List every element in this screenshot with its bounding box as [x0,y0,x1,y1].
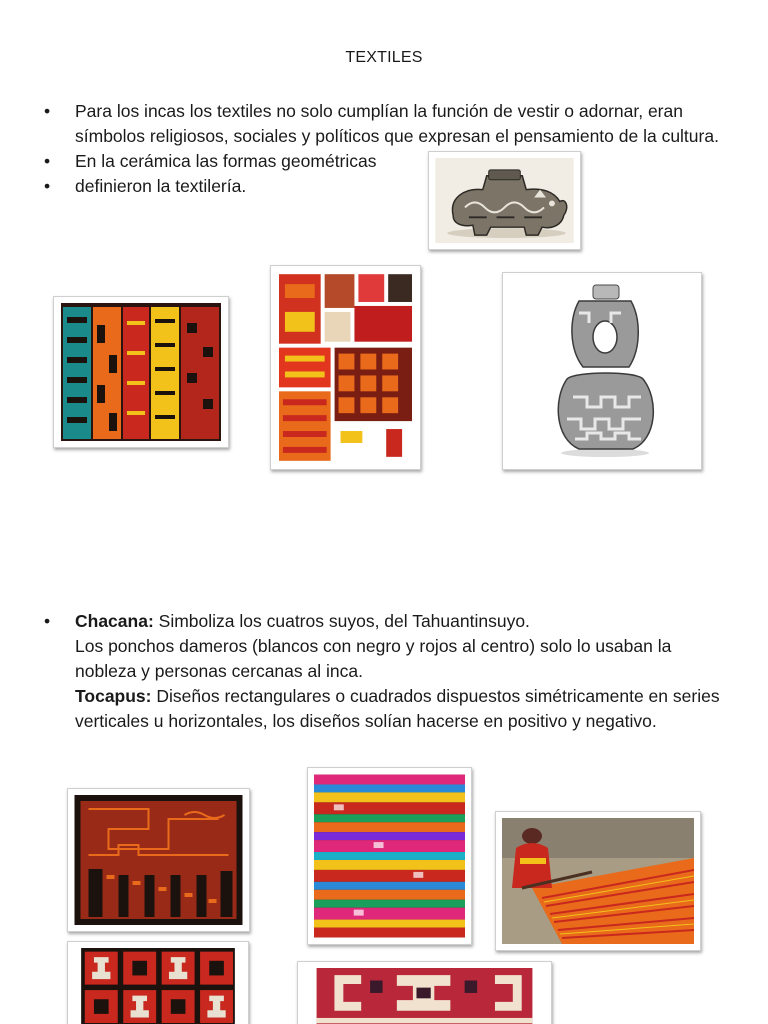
ceramic-vessel-drawing [435,158,574,243]
stacked-blankets-image [307,767,472,945]
bullet-item: • Para los incas los textiles no solo cumplían la función de vestir o adornar, eran símbolos religiosos, sociales y políticos que expresan el pensamiento de la cultura. [44,99,734,149]
geometric-textile-image [297,961,552,1024]
tocapus-line [75,684,734,734]
geometric-textile-drawing [304,968,545,1024]
ceramic-vessel-image [428,151,581,250]
textile-collage-drawing [277,272,414,463]
weaver-loom-drawing [502,818,694,944]
detail-bullet-item [44,609,734,734]
textile-strips-image [53,296,229,448]
red-figures-textile-image [67,941,249,1024]
silver-vessel-image [502,272,702,470]
red-figures-textile-drawing [74,948,242,1024]
dark-textile-drawing [74,795,243,925]
textile-collage-image [270,265,421,470]
intro-bullet-list [44,99,734,199]
stacked-blankets-drawing [314,774,465,938]
bullet-item: • definieron la textilería. [44,174,734,199]
ponchos-text: Los ponchos dameros (blancos con negro y rojos al centro) solo lo usaban la nobleza y personas cercanas al inca. [75,636,672,681]
detail-bullet-list [44,609,734,734]
chacana-text: Simboliza los cuatros suyos, del Tahuantinsuyo. [153,611,530,631]
silver-vessel-drawing [509,279,695,463]
chacana-line [75,609,734,634]
chacana-term: Chacana: [75,611,154,631]
tocapus-term: Tocapus: [75,686,152,706]
page-title: TEXTILES [345,49,423,66]
textile-strips-drawing [60,303,222,441]
bullet-item: • En la cerámica las formas geométricas [44,149,734,174]
weaver-loom-image [495,811,701,951]
tocapus-text: Diseños rectangulares o cuadrados dispuestos simétricamente en series verticales u horizontales, los diseños solían hacerse en positivo y negativo. [75,686,720,731]
dark-textile-image [67,788,250,932]
